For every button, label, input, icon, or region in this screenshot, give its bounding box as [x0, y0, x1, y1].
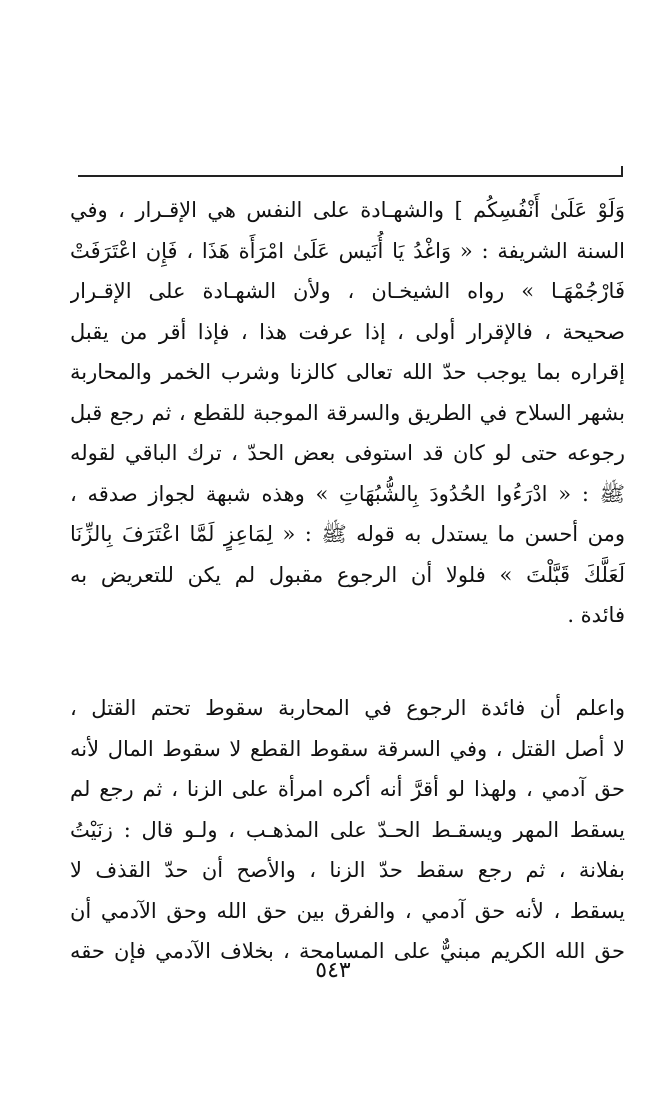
top-rule-tick — [621, 166, 623, 176]
text-line: بفلانة ، ثم رجع سقط حدّ الزنا ، والأصح أن حدّ القذف لا — [70, 858, 625, 882]
text-line: صحيحة ، فالإقرار أولى ، إذا عرفت هذا ، فإذا أقر من يقبل — [70, 319, 625, 344]
text-line: بشهر السلاح في الطريق والسرقة الموجبة للقطع ، ثم رجع قبل — [70, 400, 625, 425]
top-rule — [78, 175, 623, 177]
text-line: وَلَوْ عَلَىٰ أَنْفُسِكُم ] والشهـادة على النفس هي الإقـرار ، وفي — [70, 198, 625, 222]
text-line: حق آدمي ، ولهذا لو أقرَّ أنه أكره امرأة على الزنا ، ثم رجع لم — [70, 777, 625, 801]
page-number: ٥٤٣ — [315, 958, 351, 983]
text-line: حق الله الكريم مبنيٌّ على المسامحة ، بخلاف الآدمي فإن حقه — [70, 939, 625, 963]
text-line: يسقط ، لأنه حق آدمي ، والفرق بين حق الله وحق الآدمي أن — [70, 898, 625, 923]
paragraph-1 — [70, 190, 625, 636]
text-line: ومن أحسن ما يستدل به قوله ﷺ : « لِمَاعِزٍ لَمَّا اعْتَرَفَ بِالزِّنَا — [70, 522, 625, 546]
text-line: واعلم أن فائدة الرجوع في المحاربة سقوط تحتم القتل ، — [70, 696, 625, 720]
paragraph-2 — [70, 688, 625, 972]
text-line: إقراره بما يوجب حدّ الله تعالى كالزنا وشرب الخمر والمحاربة — [70, 360, 625, 384]
text-line: السنة الشريفة : « وَاغْدُ يَا أُنَيس عَلَىٰ امْرَأَة هَذَا ، فَإِن اعْتَرَفَتْ — [70, 238, 625, 263]
text-line: فائدة . — [567, 603, 625, 627]
text-line: لا أصل القتل ، وفي السرقة سقوط القطع لا سقوط المال لأنه — [70, 736, 625, 761]
text-line: لَعَلَّكَ قَبَّلْتَ » فلولا أن الرجوع مقبول لم يكن للتعريض به — [70, 562, 625, 587]
text-line: رجوعه حتى لو كان قد استوفى بعض الحدّ ، ترك الباقي لقوله — [70, 441, 625, 465]
text-line: فَارْجُمْهَـا » رواه الشيخـان ، ولأن الشهـادة على الإقـرار — [70, 279, 625, 303]
text-line: يسقط المهر ويسقـط الحـدّ على المذهـب ، ولـو قال : زنَيْتُ — [70, 817, 625, 842]
text-line: ﷺ : « ادْرَءُوا الحُدُودَ بِالشُّبُهَاتِ » وهذه شبهة لجواز صدقه ، — [70, 481, 625, 506]
